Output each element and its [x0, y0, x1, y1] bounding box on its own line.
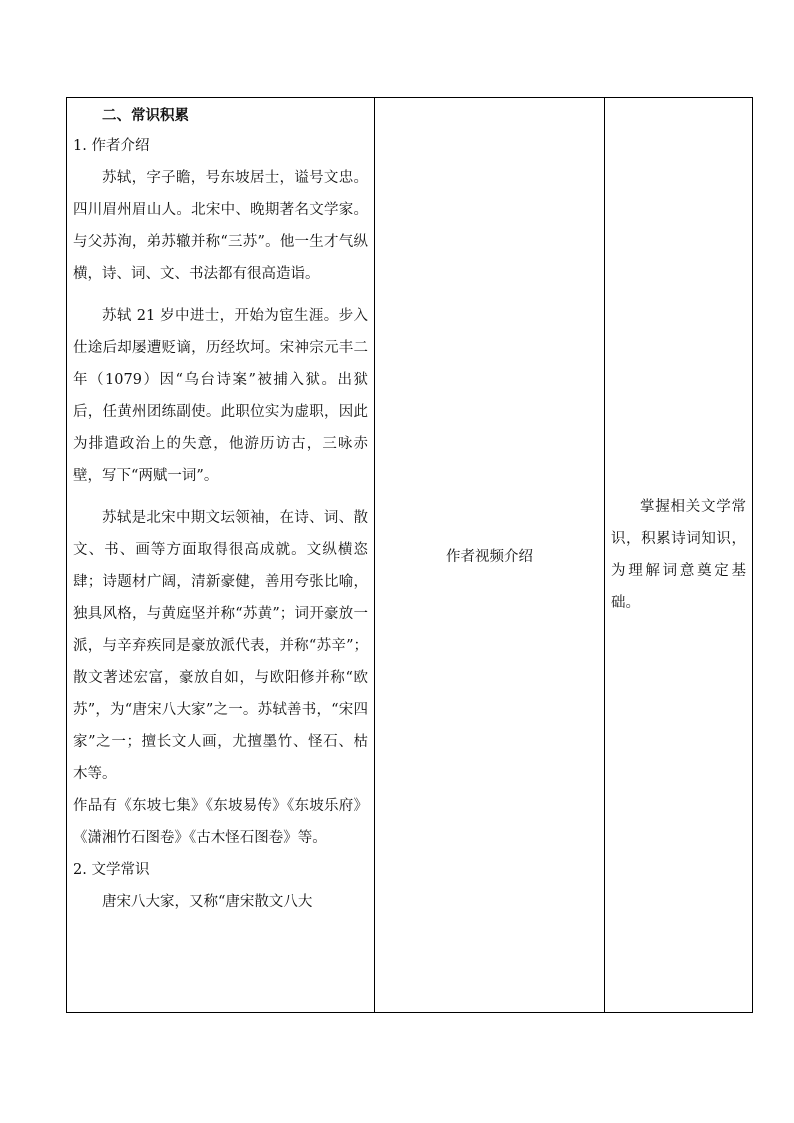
learning-goal-text: 掌握相关文学常识，积累诗词知识，为理解词意奠定基础。 [611, 499, 746, 611]
subsection-title-author: 1. 作者介绍 [73, 138, 150, 154]
lesson-plan-table [66, 97, 753, 1013]
literature-paragraph: 唐宋八大家，又称“唐宋散文八大 [102, 894, 313, 910]
table-row [67, 98, 753, 1013]
subsection-title-literature: 2. 文学常识 [73, 862, 150, 878]
media-cell [375, 98, 605, 1013]
author-video-label: 作者视频介绍 [446, 548, 533, 565]
author-paragraph-2: 苏轼 21 岁中进士，开始为宦生涯。步入仕途后却屡遭贬谪，历经坎坷。宋神宗元丰二年（1079）因“乌台诗案”被捕入狱。出狱后，任黄州团练副使。此职位实为虚职，因此为排遣政治上的失意，他游历访古，三咏赤壁，写下“两赋一词”。 [73, 308, 368, 484]
goal-cell [605, 98, 753, 1013]
author-paragraph-3: 苏轼是北宋中期文坛领袖，在诗、词、散文、书、画等方面取得很高成就。文纵横恣肆；诗题材广阔，清新豪健，善用夸张比喻，独具风格，与黄庭坚并称“苏黄”；词开豪放一派，与辛弃疾同是豪放派代表，并称“苏辛”；散文著述宏富，豪放自如，与欧阳修并称“欧苏”，为“唐宋八大家”之一。苏轼善书，“宋四家”之一；擅长文人画，尤擅墨竹、怪石、枯木等。 [73, 510, 368, 782]
section-heading: 二、常识积累 [102, 107, 189, 124]
author-paragraph-1: 苏轼，字子瞻，号东坡居士，谥号文忠。四川眉州眉山人。北宋中、晚期著名文学家。与父苏洵，弟苏辙并称“三苏”。他一生才气纵横，诗、词、文、书法都有很高造诣。 [73, 170, 368, 282]
works-paragraph: 作品有《东坡七集》《东坡易传》《东坡乐府》《潇湘竹石图卷》《古木怪石图卷》等。 [73, 798, 368, 846]
content-cell [67, 98, 375, 1013]
